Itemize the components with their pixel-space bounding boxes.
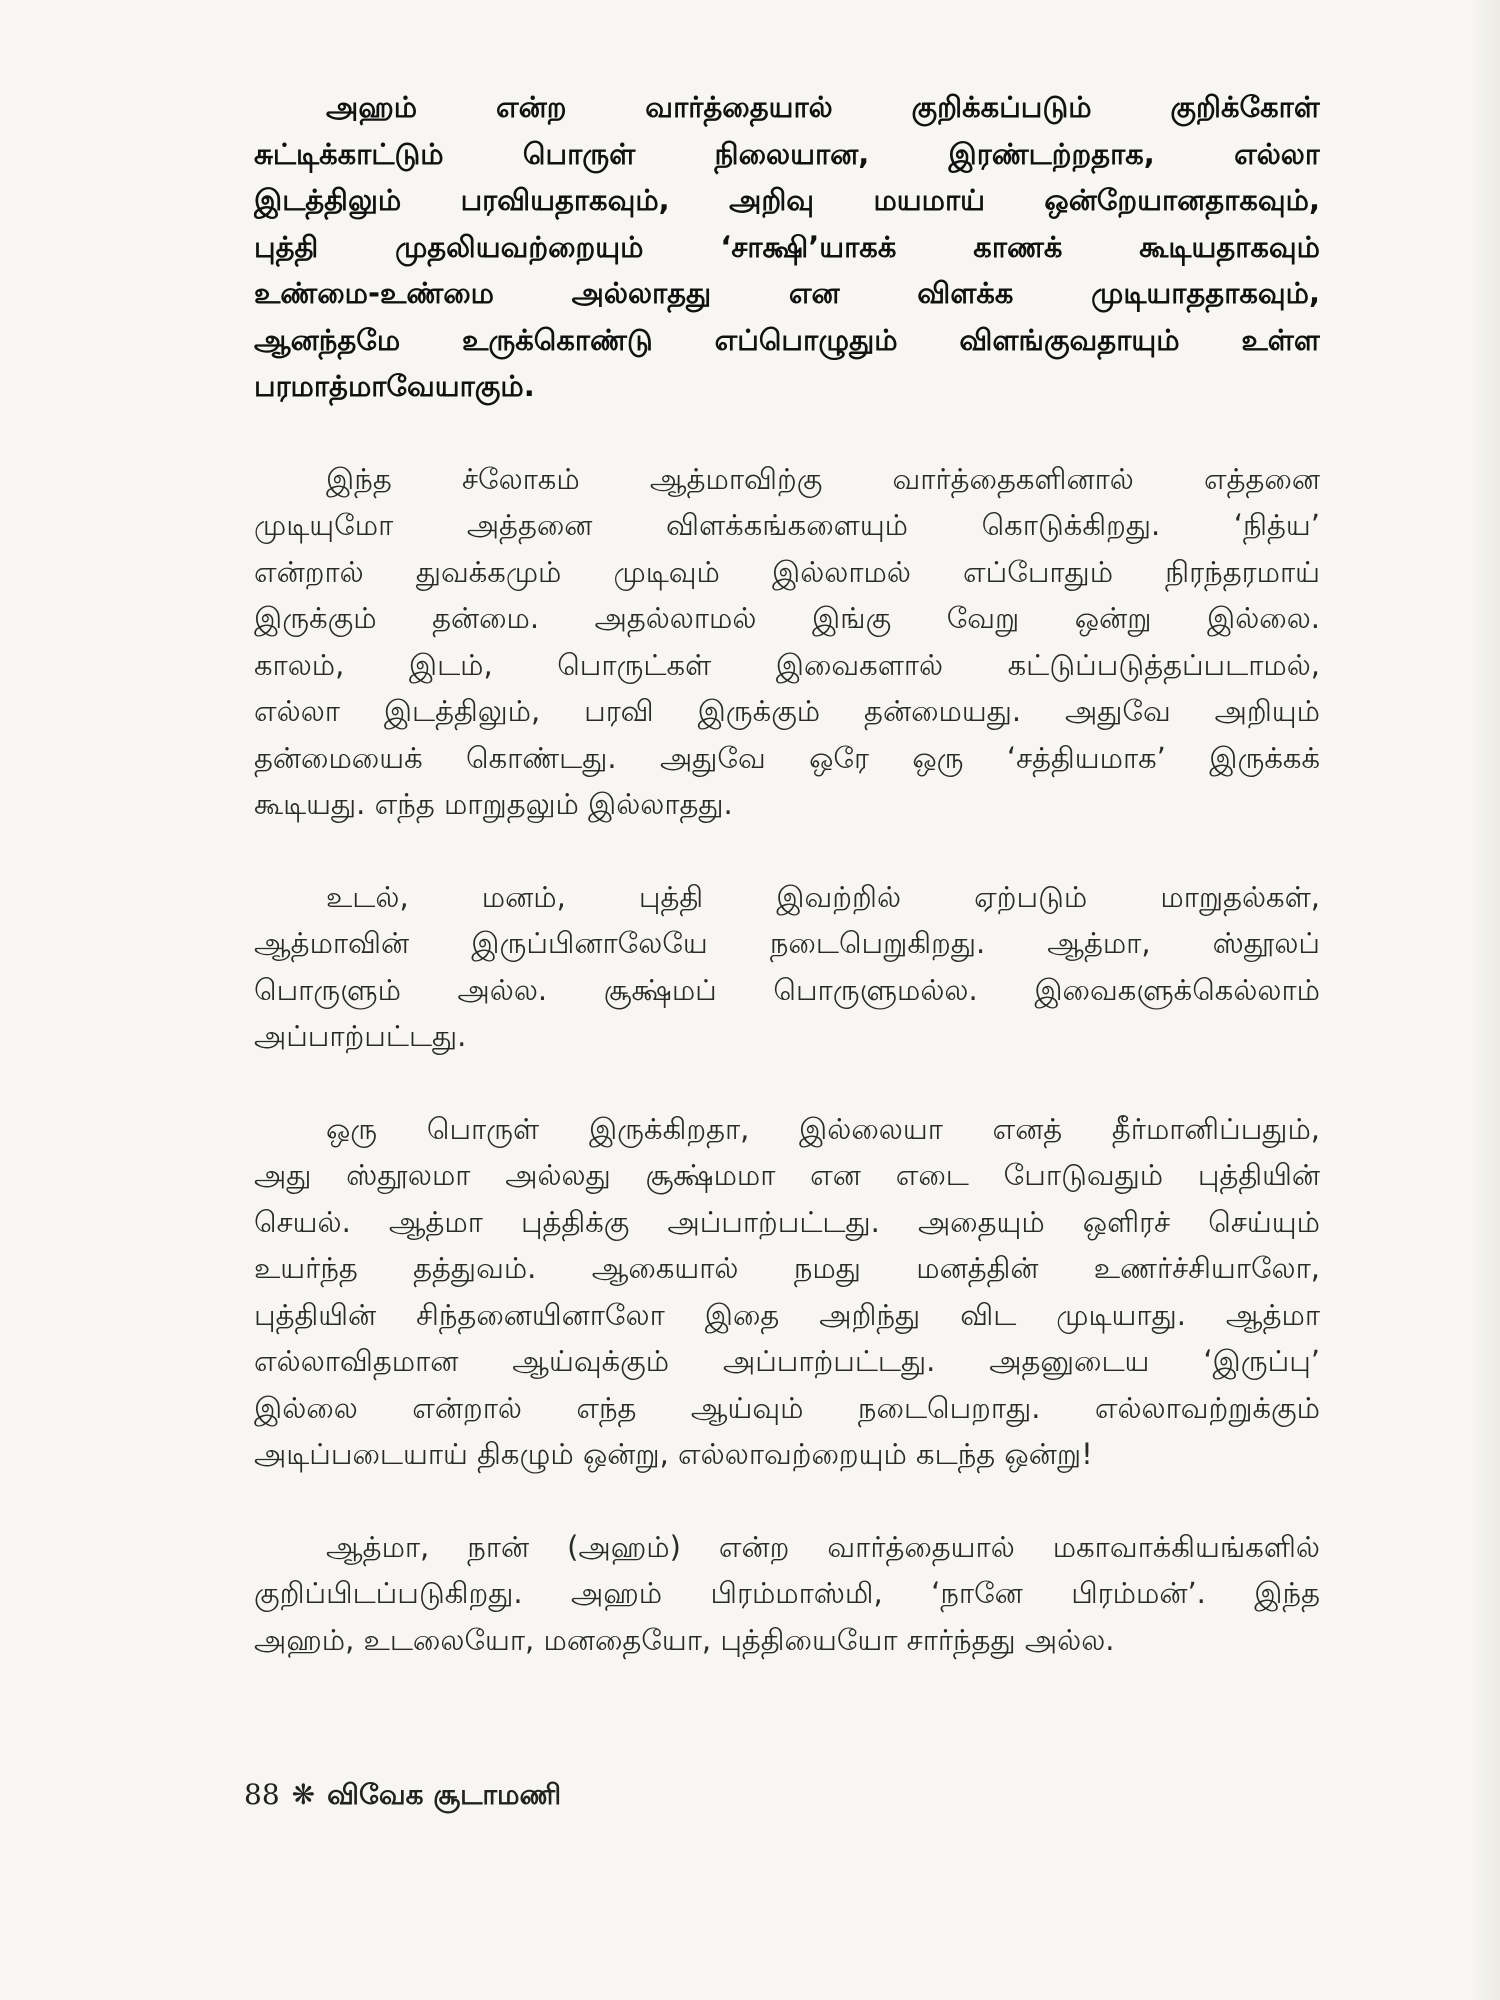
book-title: விவேக சூடாமணி	[327, 1778, 562, 1811]
text-line: காலம், இடம், பொருட்கள் இவைகளால் கட்டுப்படுத்தப்படாமல்,	[254, 647, 1320, 682]
paragraph	[254, 1106, 1320, 1478]
text-line: அது ஸ்தூலமா அல்லது சூக்ஷ்மமா என எடை போடுவதும் புத்தியின்	[254, 1158, 1320, 1192]
text-line: பொருளும் அல்ல. சூக்ஷ்மப் பொருளுமல்ல. இவைகளுக்கெல்லாம்	[254, 972, 1320, 1007]
text-line: முடியுமோ அத்தனை விளக்கங்களையும் கொடுக்கிறது. ‘நித்ய’	[254, 508, 1320, 542]
text-line: உயர்ந்த தத்துவம். ஆகையால் நமது மனத்தின் உணர்ச்சியாலோ,	[254, 1251, 1320, 1285]
text-line: தன்மையைக் கொண்டது. அதுவே ஒரே ஒரு ‘சத்தியமாக’ இருக்கக்	[254, 740, 1320, 775]
text-line: ஆனந்தமே உருக்கொண்டு எப்பொழுதும் விளங்குவதாயும் உள்ள	[254, 322, 1320, 357]
paragraph	[254, 874, 1320, 1060]
text-line: உண்மை-உண்மை அல்லாதது என விளக்க முடியாததாகவும்,	[254, 276, 1320, 310]
text-line: செயல். ஆத்மா புத்திக்கு அப்பாற்பட்டது. அதையும் ஒளிரச் செய்யும்	[254, 1204, 1320, 1239]
text-line: இடத்திலும் பரவியதாகவும், அறிவு மயமாய் ஒன்றேயானதாகவும்,	[254, 183, 1320, 217]
page-footer	[244, 1778, 561, 1815]
text-line: எல்லா இடத்திலும், பரவி இருக்கும் தன்மையது. அதுவே அறியும்	[254, 694, 1320, 728]
text-line: அஹம், உடலையோ, மனதையோ, புத்தியையோ சார்ந்தது அல்ல.	[254, 1622, 1115, 1657]
text-line: அடிப்படையாய் திகழும் ஒன்று, எல்லாவற்றையும் கடந்த ஒன்று!	[254, 1437, 1093, 1471]
text-line: உடல், மனம், புத்தி இவற்றில் ஏற்படும் மாறுதல்கள்,	[326, 879, 1320, 914]
text-line: ஆத்மா, நான் (அஹம்) என்ற வார்த்தையால் மகாவாக்கியங்களில்	[326, 1529, 1320, 1564]
text-line: இருக்கும் தன்மை. அதல்லாமல் இங்கு வேறு ஒன்று இல்லை.	[254, 601, 1320, 635]
separator-star-icon: ❋	[291, 1778, 316, 1811]
text-line: என்றால் துவக்கமும் முடிவும் இல்லாமல் எப்போதும் நிரந்தரமாய்	[254, 554, 1320, 589]
text-line: குறிப்பிடப்படுகிறது. அஹம் பிரம்மாஸ்மி, ‘நானே பிரம்மன்’. இந்த	[254, 1576, 1320, 1610]
paragraph	[254, 84, 1320, 410]
page-body	[254, 84, 1320, 1709]
page-number: 88	[244, 1778, 280, 1811]
text-line: சுட்டிக்காட்டும் பொருள் நிலையான, இரண்டற்றதாக, எல்லா	[254, 136, 1320, 171]
text-line: புத்தியின் சிந்தனையினாலோ இதை அறிந்து விட முடியாது. ஆத்மா	[254, 1297, 1320, 1332]
text-line: அப்பாற்பட்டது.	[254, 1019, 467, 1053]
text-line: அஹம் என்ற வார்த்தையால் குறிக்கப்படும் குறிக்கோள்	[326, 90, 1320, 124]
text-line: எல்லாவிதமான ஆய்வுக்கும் அப்பாற்பட்டது. அதனுடைய ‘இருப்பு’	[254, 1344, 1320, 1378]
text-line: இல்லை என்றால் எந்த ஆய்வும் நடைபெறாது. எல்லாவற்றுக்கும்	[254, 1390, 1320, 1425]
text-line: பரமாத்மாவேயாகும்.	[254, 369, 535, 403]
paragraph	[254, 1524, 1320, 1664]
page-edge-shadow	[1470, 0, 1500, 2000]
text-line: ஒரு பொருள் இருக்கிறதா, இல்லையா எனத் தீர்மானிப்பதும்,	[326, 1111, 1320, 1146]
paragraph	[254, 456, 1320, 828]
text-line: புத்தி முதலியவற்றையும் ‘சாக்ஷி’யாகக் காணக் கூடியதாகவும்	[254, 229, 1320, 264]
text-line: கூடியது. எந்த மாறுதலும் இல்லாதது.	[254, 787, 733, 821]
text-line: இந்த ச்லோகம் ஆத்மாவிற்கு வார்த்தைகளினால் எத்தனை	[326, 461, 1320, 496]
text-line: ஆத்மாவின் இருப்பினாலேயே நடைபெறுகிறது. ஆத்மா, ஸ்தூலப்	[254, 926, 1320, 960]
